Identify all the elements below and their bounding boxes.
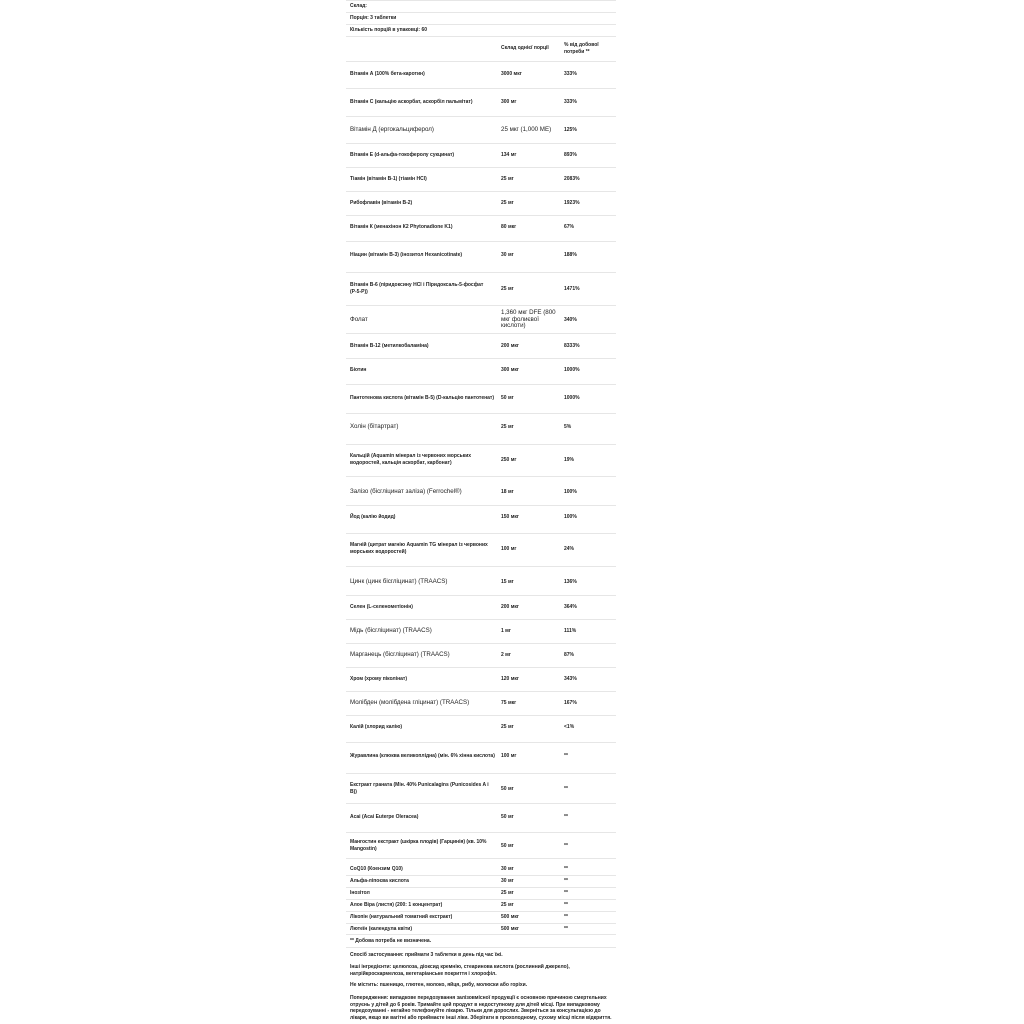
row-divider	[346, 899, 616, 900]
nutrient-name: Вітамін Е (d-альфа-токоферолу сукцинат)	[350, 151, 455, 158]
nutrient-amount: 500 мкг	[501, 925, 520, 932]
ingredients-text: Інші інгредієнти: целюлоза, діоксид кремнію, стеаринова кислота (рослинний джерело), натрійкроскармелоза, вегетаріанське покриття і хлорофіл.	[350, 964, 570, 977]
nutrient-amount: 50 мг	[501, 813, 514, 820]
nutrient-name: Марганець (бісгліцинат) (TRAACS)	[350, 650, 450, 658]
row-divider	[346, 619, 616, 620]
nutrient-name: Вітамін Д (ергокальциферол)	[350, 125, 434, 133]
nutrient-name: Лікопін (натуральний томатний екстракт)	[350, 913, 453, 920]
row-divider	[346, 241, 616, 242]
nutrient-daily-value: 167%	[564, 699, 577, 706]
nutrient-name: Інозітол	[350, 889, 370, 896]
nutrient-daily-value: 1000%	[564, 394, 580, 401]
nutrient-daily-value: 893%	[564, 151, 577, 158]
nutrient-daily-value: **	[564, 785, 568, 792]
nutrient-amount: 300 мг	[501, 98, 517, 105]
nutrient-amount: 80 мкг	[501, 223, 517, 230]
nutrient-name: Рибофлавін (вітамін В-2)	[350, 199, 413, 206]
nutrient-amount: 120 мкг	[501, 675, 520, 682]
row-divider	[346, 191, 616, 192]
nutrient-daily-value: **	[564, 925, 568, 932]
nutrient-amount: 25 мг	[501, 423, 514, 430]
nutrient-amount: 25 мг	[501, 889, 514, 896]
nutrient-daily-value: 24%	[564, 545, 575, 552]
nutrient-amount: 50 мг	[501, 394, 514, 401]
nutrient-amount: 134 мг	[501, 151, 517, 158]
nutrient-name: Хром (хрому піколінат)	[350, 675, 408, 682]
nutrient-daily-value: 364%	[564, 603, 577, 610]
nutrient-name: Холін (бітартрат)	[350, 422, 399, 430]
nutrient-name: Мангостин екстракт (шкірка плодів) (Гарцинія) (кв. 10% Mangostin)	[350, 839, 487, 852]
nutrient-name: Вітамін К (менахінон К2 Phytonadione K1)	[350, 223, 453, 230]
row-divider	[346, 667, 616, 668]
supplement-facts-sheet	[346, 0, 618, 1024]
serving-size: Порція: 3 таблетки	[350, 15, 397, 21]
row-divider	[346, 143, 616, 144]
nutrient-daily-value: **	[564, 865, 568, 872]
row-divider	[346, 505, 616, 506]
nutrient-amount: 25 мг	[501, 901, 514, 908]
servings-per-container: Кількість порцій в упаковці: 60	[350, 27, 428, 33]
nutrient-daily-value: **	[564, 842, 568, 849]
row-divider	[346, 875, 616, 876]
nutrient-daily-value: **	[564, 813, 568, 820]
row-divider	[346, 773, 616, 774]
nutrient-name: Вітамін А (100% бета-каротин)	[350, 70, 425, 77]
nutrient-amount: 25 мг	[501, 723, 514, 730]
row-divider	[346, 566, 616, 567]
nutrient-name: Йод (калію йодид)	[350, 513, 396, 520]
row-divider	[346, 911, 616, 912]
nutrient-name: Молібден (молібдена гліцинат) (TRAACS)	[350, 698, 470, 706]
nutrient-amount: 1,360 мкг DFE (800 мкг фолиєвої кислоти)	[501, 309, 556, 330]
row-divider	[346, 533, 616, 534]
nutrient-amount: 30 мг	[501, 865, 514, 872]
nutrient-daily-value: 333%	[564, 70, 577, 77]
nutrient-daily-value: 340%	[564, 316, 577, 323]
nutrient-name: Цинк (цинк бісгліцинат) (TRAACS)	[350, 577, 448, 585]
composition-title: Склад:	[350, 3, 367, 9]
nutrient-daily-value: 8333%	[564, 342, 580, 349]
nutrient-name: Тіамін (вітамін В-1) (тіамін HCl)	[350, 175, 427, 182]
nutrient-name: Магній (цитрат магнію Aquamin TG мінерал із червоних морських водоростей)	[350, 542, 488, 555]
nutrient-daily-value: 19%	[564, 456, 575, 463]
nutrient-daily-value: 343%	[564, 675, 577, 682]
row-divider	[346, 643, 616, 644]
nutrient-daily-value: 136%	[564, 578, 577, 585]
row-divider	[346, 803, 616, 804]
nutrient-name: Альфа-ліпоєва кислота	[350, 877, 409, 884]
nutrient-amount: 3000 мкг	[501, 70, 522, 77]
row-divider	[346, 444, 616, 445]
row-divider	[346, 358, 616, 359]
nutrient-amount: 100 мг	[501, 752, 517, 759]
nutrient-amount: 50 мг	[501, 842, 514, 849]
nutrient-daily-value: 1471%	[564, 285, 580, 292]
nutrient-daily-value: 333%	[564, 98, 577, 105]
nutrient-amount: 1 мг	[501, 627, 511, 634]
nutrient-name: Пантотенова кислота (вітамін В-5) (D-кальцію пантотенат)	[350, 394, 495, 401]
nutrient-amount: 250 мг	[501, 456, 517, 463]
nutrient-name: Алое Віра (листя) (200: 1 концентрат)	[350, 901, 443, 908]
nutrient-amount: 75 мкг	[501, 699, 517, 706]
nutrient-name: Залізо (бісгліцинат заліза) (Ferrochel®)	[350, 487, 462, 495]
nutrient-daily-value: **	[564, 913, 568, 920]
nutrient-amount: 500 мкг	[501, 913, 520, 920]
nutrient-amount: 18 мг	[501, 488, 514, 495]
nutrient-amount: 2 мг	[501, 651, 511, 658]
divider	[346, 12, 616, 13]
nutrient-daily-value: 67%	[564, 223, 575, 230]
nutrient-daily-value: 188%	[564, 251, 577, 258]
nutrient-daily-value: 111%	[564, 627, 577, 634]
divider	[346, 61, 616, 62]
nutrient-daily-value: **	[564, 889, 568, 896]
warning-text: Попередження: випадкове передозування залізовмісної продукції є основною причиною смертельних отруєнь у дітей до 6 років. Тримайте цей продукт в недоступному для дітей місці. При випадковому передозуванні - негайно телефонуйте лікарю. Тільки для дорослих. Зверніться за консультацією до лікаря, якщо ви вагітні або приймаєте інші ліки. Зберігати в прохолодному, сухому місці після відкриття.	[350, 995, 612, 1021]
row-divider	[346, 595, 616, 596]
nutrient-name: Вітамін В-12 (метилкобаламіна)	[350, 342, 429, 349]
nutrient-amount: 100 мг	[501, 545, 517, 552]
row-divider	[346, 167, 616, 168]
allergens-text: Не містить: пшеницю, глютен, молоко, яйця, рибу, молюски або горіхи.	[350, 982, 528, 988]
nutrient-name: Фолат	[350, 315, 368, 323]
nutrient-daily-value: 1000%	[564, 366, 580, 373]
row-divider	[346, 215, 616, 216]
row-divider	[346, 832, 616, 833]
nutrient-name: Кальцій (Aquamin мінерал із червоних морських водоростей, кальція аскорбат, карбонат)	[350, 453, 472, 466]
nutrient-name: Лютеїн (календула квіти)	[350, 925, 413, 932]
top-divider	[346, 0, 616, 1]
nutrient-daily-value: 100%	[564, 513, 577, 520]
row-divider	[346, 413, 616, 414]
row-divider	[346, 858, 616, 859]
nutrient-name: Селен (L-селенометіонін)	[350, 603, 413, 610]
row-divider	[346, 691, 616, 692]
usage-text: Спосіб застосування: приймати 3 таблетки в день під час їжі.	[350, 952, 503, 958]
nutrient-amount: 25 мг	[501, 199, 514, 206]
nutrient-daily-value: **	[564, 877, 568, 884]
row-divider	[346, 88, 616, 89]
nutrient-name: Вітамін В-6 (піридоксину HCl і Піридоксаль-5-фосфат (Р-5-Р))	[350, 282, 484, 295]
nutrient-daily-value: 5%	[564, 423, 572, 430]
row-divider	[346, 305, 616, 306]
nutrient-amount: 30 мг	[501, 251, 514, 258]
nutrient-amount: 15 мг	[501, 578, 514, 585]
divider	[346, 24, 616, 25]
nutrient-daily-value: 125%	[564, 126, 577, 133]
nutrient-amount: 200 мкг	[501, 603, 520, 610]
nutrient-amount: 25 мкг (1,000 МЕ)	[501, 125, 552, 133]
nutrient-daily-value: 2083%	[564, 175, 580, 182]
nutrient-amount: 150 мкг	[501, 513, 520, 520]
column-header-amount: Склад однієї порції	[501, 45, 549, 51]
row-divider	[346, 923, 616, 924]
row-divider	[346, 116, 616, 117]
footnote: ** Добова потреба не визначена.	[350, 938, 432, 944]
row-divider	[346, 715, 616, 716]
nutrient-name: Калій (хлорид калію)	[350, 723, 403, 730]
nutrient-amount: 300 мкг	[501, 366, 520, 373]
row-divider	[346, 887, 616, 888]
row-divider	[346, 333, 616, 334]
row-divider	[346, 742, 616, 743]
nutrient-daily-value: **	[564, 752, 568, 759]
nutrient-amount: 200 мкг	[501, 342, 520, 349]
column-header-daily-value: % від добової потреби **	[564, 42, 599, 55]
nutrient-daily-value: <1%	[564, 723, 575, 730]
nutrient-amount: 30 мг	[501, 877, 514, 884]
nutrient-name: Ніацин (вітамін В-3) (інозитол Hexanicotinate)	[350, 251, 463, 258]
nutrient-amount: 50 мг	[501, 785, 514, 792]
nutrient-name: Екстракт граната (Мін. 40% Punicalagins (Punicosides A і B))	[350, 782, 489, 795]
nutrient-amount: 25 мг	[501, 175, 514, 182]
nutrient-name: Журавлина (клюква великоплідна) (мін. 6% хінна кислота)	[350, 752, 495, 759]
nutrient-name: Біотин	[350, 366, 367, 373]
nutrient-amount: 25 мг	[501, 285, 514, 292]
row-divider	[346, 272, 616, 273]
nutrient-name: CoQ10 (Коензим Q10)	[350, 865, 403, 872]
nutrient-daily-value: 1923%	[564, 199, 580, 206]
nutrient-daily-value: 100%	[564, 488, 577, 495]
nutrient-daily-value: 87%	[564, 651, 575, 658]
nutrient-daily-value: **	[564, 901, 568, 908]
nutrient-name: Acai (Acai Euterpe Oleracea)	[350, 813, 419, 820]
row-divider	[346, 384, 616, 385]
nutrient-name: Вітамін С (кальцію аскорбат, аскорбіл пальмітат)	[350, 98, 473, 105]
divider	[346, 36, 616, 37]
divider	[346, 934, 616, 935]
row-divider	[346, 476, 616, 477]
divider	[346, 947, 616, 948]
nutrient-name: Мідь (бісгліцинат) (TRAACS)	[350, 626, 432, 634]
